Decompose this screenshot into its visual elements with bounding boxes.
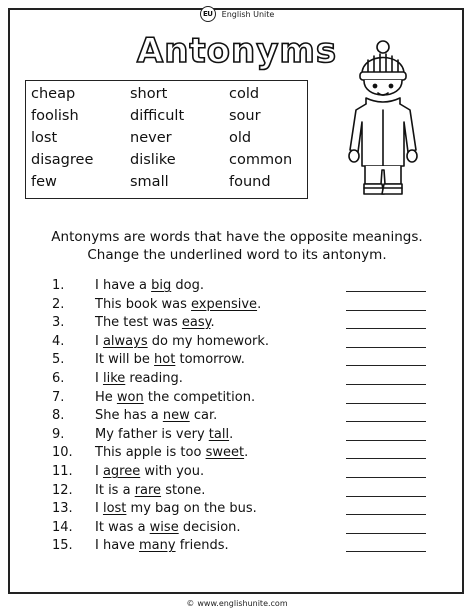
question-number: 2. — [52, 297, 65, 312]
word-bank-item: sour — [229, 108, 261, 124]
sentence-end: do my homework. — [147, 334, 270, 349]
underlined-word: expensive — [191, 297, 258, 312]
question-row — [0, 501, 474, 519]
answer-blank[interactable] — [346, 477, 426, 478]
question-number: 15. — [52, 538, 73, 553]
word-bank — [25, 80, 308, 199]
question-sentence — [95, 520, 241, 535]
question-number: 4. — [52, 334, 65, 349]
sentence-start: He — [95, 390, 117, 405]
word-bank-item: few — [31, 174, 57, 190]
sentence-start: The test was — [95, 315, 182, 330]
word-bank-item: never — [130, 130, 172, 146]
answer-blank[interactable] — [346, 365, 426, 366]
underlined-word: tall — [208, 427, 230, 442]
sentence-start: It will be — [95, 352, 155, 367]
question-number: 9. — [52, 427, 65, 442]
footer-url[interactable]: www.englishunite.com — [197, 598, 288, 608]
instructions — [0, 228, 474, 264]
sentence-end: decision. — [178, 520, 241, 535]
word-bank-item: cheap — [31, 86, 76, 102]
question-number: 10. — [52, 445, 73, 460]
question-sentence — [95, 483, 205, 498]
word-bank-item: small — [130, 174, 169, 190]
answer-blank[interactable] — [346, 458, 426, 459]
word-bank-item: foolish — [31, 108, 79, 124]
sentence-end: . — [229, 427, 234, 442]
question-sentence — [95, 501, 257, 516]
answer-blank[interactable] — [346, 496, 426, 497]
child-in-winter-clothes-illustration — [338, 38, 428, 200]
sentence-end: with you. — [140, 464, 205, 479]
question-number: 14. — [52, 520, 73, 535]
question-row — [0, 315, 474, 333]
question-sentence — [95, 278, 204, 293]
sentence-end: friends. — [175, 538, 229, 553]
question-sentence — [95, 538, 229, 553]
question-number: 6. — [52, 371, 65, 386]
sentence-start: This apple is too — [95, 445, 206, 460]
word-bank-item: short — [130, 86, 168, 102]
answer-blank[interactable] — [346, 421, 426, 422]
underlined-word: sweet — [205, 445, 245, 460]
sentence-start: This book was — [95, 297, 192, 312]
answer-blank[interactable] — [346, 384, 426, 385]
answer-blank[interactable] — [346, 551, 426, 552]
question-row — [0, 445, 474, 463]
sentence-start: My father is very — [95, 427, 209, 442]
underlined-word: big — [151, 278, 172, 293]
copyright-symbol: © — [186, 598, 195, 608]
underlined-word: agree — [102, 464, 141, 479]
question-row — [0, 334, 474, 352]
answer-blank[interactable] — [346, 347, 426, 348]
underlined-word: hot — [154, 352, 176, 367]
question-sentence — [95, 297, 261, 312]
instructions-line-1: Antonyms are words that have the opposite meanings. — [51, 229, 423, 245]
instructions-line-2: Change the underlined word to its antonym. — [87, 247, 387, 263]
question-sentence — [95, 352, 245, 367]
question-sentence — [95, 464, 204, 479]
page-title: Antonyms — [136, 31, 338, 71]
word-bank-item: disagree — [31, 152, 94, 168]
question-number: 5. — [52, 352, 65, 367]
sentence-start: I have — [95, 538, 139, 553]
sentence-start: It was a — [95, 520, 150, 535]
question-number: 13. — [52, 501, 73, 516]
sentence-start: I — [95, 371, 103, 386]
question-row — [0, 427, 474, 445]
sentence-start: I have a — [95, 278, 152, 293]
question-number: 8. — [52, 408, 65, 423]
question-row — [0, 352, 474, 370]
answer-blank[interactable] — [346, 403, 426, 404]
question-row — [0, 408, 474, 426]
underlined-word: many — [139, 538, 176, 553]
question-sentence — [95, 408, 217, 423]
question-number: 11. — [52, 464, 73, 479]
answer-blank[interactable] — [346, 533, 426, 534]
sentence-end: car. — [189, 408, 218, 423]
question-number: 7. — [52, 390, 65, 405]
word-bank-item: lost — [31, 130, 58, 146]
question-number: 1. — [52, 278, 65, 293]
question-sentence — [95, 445, 248, 460]
question-row — [0, 278, 474, 296]
underlined-word: wise — [149, 520, 179, 535]
word-bank-item: cold — [229, 86, 260, 102]
underlined-word: like — [102, 371, 126, 386]
sentence-start: I — [95, 464, 103, 479]
sentence-start: I — [95, 334, 103, 349]
sentence-end: tomorrow. — [175, 352, 245, 367]
question-row — [0, 371, 474, 389]
english-unite-logo-icon: EU — [200, 6, 216, 22]
sentence-end: dog. — [171, 278, 204, 293]
underlined-word: easy — [181, 315, 211, 330]
word-bank-item: old — [229, 130, 252, 146]
word-bank-item: difficult — [130, 108, 185, 124]
underlined-word: new — [162, 408, 190, 423]
question-row — [0, 483, 474, 501]
sentence-end: . — [210, 315, 215, 330]
sentence-start: It is a — [95, 483, 135, 498]
answer-blank[interactable] — [346, 514, 426, 515]
sentence-end: . — [244, 445, 249, 460]
question-number: 12. — [52, 483, 73, 498]
underlined-word: won — [116, 390, 144, 405]
sentence-end: my bag on the bus. — [126, 501, 257, 516]
sentence-start: I — [95, 501, 103, 516]
sentence-start: She has a — [95, 408, 163, 423]
answer-blank[interactable] — [346, 328, 426, 329]
question-row — [0, 464, 474, 482]
answer-blank[interactable] — [346, 291, 426, 292]
question-row — [0, 297, 474, 315]
underlined-word: lost — [102, 501, 127, 516]
sentence-end: stone. — [161, 483, 206, 498]
underlined-word: always — [102, 334, 148, 349]
underlined-word: rare — [134, 483, 162, 498]
sentence-end: . — [257, 297, 262, 312]
question-row — [0, 390, 474, 408]
word-bank-item: dislike — [130, 152, 176, 168]
question-row — [0, 538, 474, 556]
answer-blank[interactable] — [346, 310, 426, 311]
sentence-end: reading. — [125, 371, 183, 386]
answer-blank[interactable] — [346, 440, 426, 441]
question-sentence — [95, 371, 183, 386]
sentence-end: the competition. — [143, 390, 256, 405]
question-sentence — [95, 427, 233, 442]
footer — [0, 596, 474, 610]
question-sentence — [95, 334, 269, 349]
question-number: 3. — [52, 315, 65, 330]
word-bank-item: found — [229, 174, 271, 190]
question-sentence — [95, 390, 255, 405]
word-bank-item: common — [229, 152, 293, 168]
question-row — [0, 520, 474, 538]
question-sentence — [95, 315, 215, 330]
logo-text: English Unite — [221, 9, 275, 19]
site-logo — [0, 1, 474, 27]
